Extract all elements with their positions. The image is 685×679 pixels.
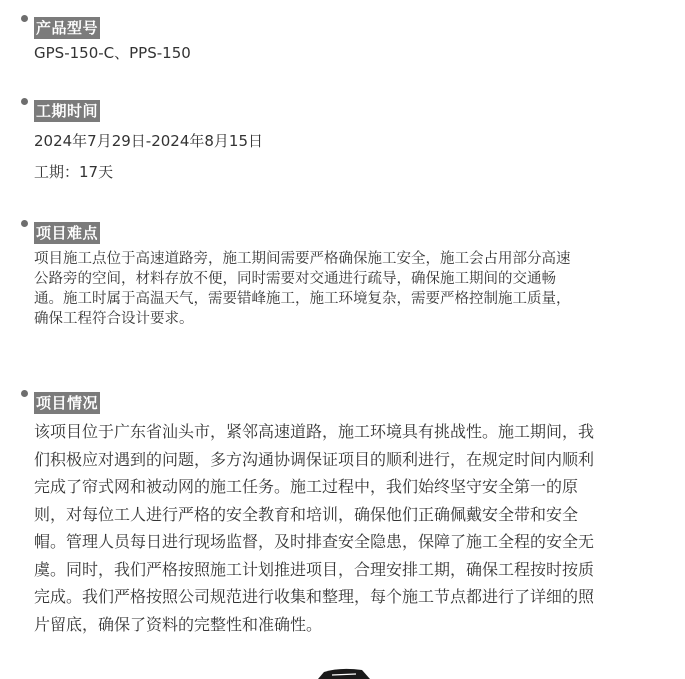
section-header [0, 389, 685, 415]
paragraph-line: 片留底，确保了资料的完整性和准确性。 [34, 614, 323, 634]
section-title: 项目情况 [36, 394, 99, 412]
paragraph-line: 帽。管理人员每日进行现场监督，及时排查安全隐患，保障了施工全程的安全无 [34, 532, 595, 551]
product-model-value: GPS-150-C、PPS-150 [34, 44, 191, 62]
section-header [0, 14, 685, 40]
bullet-icon [21, 390, 28, 397]
section-header [0, 219, 685, 245]
paragraph-line: 该项目位于广东省汕头市，紧邻高速道路，施工环境具有挑战性。施工期间，我 [34, 422, 595, 441]
section-header [0, 97, 685, 123]
paragraph-line: 虞。同时，我们严格按照施工计划推进项目，合理安排工期，确保工程按时按质 [34, 559, 595, 579]
paragraph-line: 完成了帘式网和被动网的施工任务。施工过程中，我们始终坚守安全第一的原 [34, 477, 579, 496]
paragraph-line: 通。施工时属于高温天气，需要错峰施工，施工环境复杂，需要严格控制施工质量， [34, 291, 571, 307]
paragraph-line: 项目施工点位于高速道路旁，施工期间需要严格确保施工安全，施工会占用部分高速 [34, 251, 571, 267]
bullet-icon [21, 220, 28, 227]
paragraph-line: 确保工程符合设计要求。 [34, 311, 194, 327]
period-duration: 工期：17天 [34, 163, 114, 181]
paragraph-line: 公路旁的空间，材料存放不便，同时需要对交通进行疏导，确保施工期间的交通畅 [34, 271, 556, 287]
situation-paragraph [34, 418, 659, 638]
section-product-model [0, 14, 685, 62]
section-project-situation [0, 389, 685, 634]
paragraph-line: 完成。我们严格按照公司规范进行收集和整理，每个施工节点都进行了详细的照 [34, 587, 595, 606]
bullet-icon [21, 98, 28, 105]
paragraph-line: 们积极应对遇到的问题，多方沟通协调保证项目的顺利进行，在规定时间内顺利 [34, 449, 595, 469]
decorative-graphic-icon [310, 666, 380, 679]
section-title: 工期时间 [36, 102, 99, 120]
section-project-difficulty [0, 219, 685, 327]
bullet-icon [21, 15, 28, 22]
section-work-period [0, 97, 685, 181]
paragraph-line: 则，对每位工人进行严格的安全教育和培训，确保他们正确佩戴安全带和安全 [34, 504, 579, 524]
period-dates: 2024年7月29日-2024年8月15日 [34, 132, 264, 150]
section-title: 产品型号 [36, 19, 99, 37]
difficulty-paragraph [34, 249, 659, 329]
section-title: 项目难点 [36, 224, 99, 242]
